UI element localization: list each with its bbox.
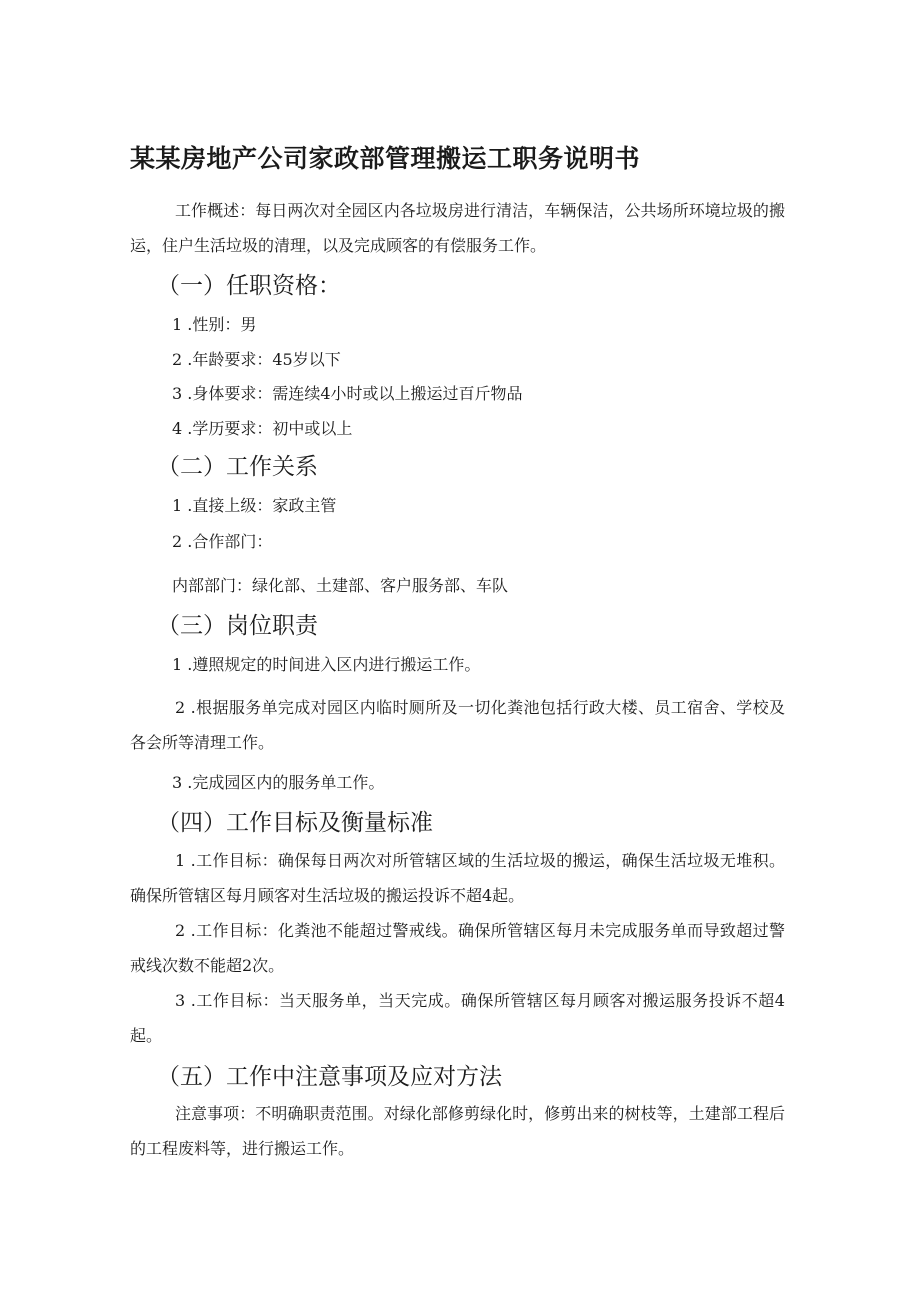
qualification-item: 3 .身体要求：需连续4小时或以上搬运过百斤物品 [172, 384, 523, 403]
notes-paragraph: 注意事项：不明确职责范围。对绿化部修剪绿化时，修剪出来的树枝等，土建部工程后的工程废料等，进行搬运工作。 [130, 1104, 785, 1158]
overview-paragraph: 工作概述：每日两次对全园区内各垃圾房进行清洁，车辆保洁，公共场所环境垃圾的搬运，住户生活垃圾的清理，以及完成顾客的有偿服务工作。 [130, 201, 785, 255]
section-heading-notes: （五）工作中注意事项及应对方法 [157, 1064, 502, 1090]
section-heading-goals: （四）工作目标及衡量标准 [157, 810, 433, 836]
relation-item: 1 .直接上级：家政主管 [172, 496, 337, 515]
qualification-item: 4 .学历要求：初中或以上 [172, 419, 353, 438]
goal-item: 2 .工作目标：化粪池不能超过警戒线。确保所管辖区每月未完成服务单而导致超过警戒线次数不能超2次。 [130, 921, 785, 975]
duty-item: 3 .完成园区内的服务单工作。 [172, 773, 385, 792]
qualification-item: 2 .年龄要求：45岁以下 [172, 350, 341, 369]
duty-item: 1 .遵照规定的时间进入区内进行搬运工作。 [172, 655, 481, 674]
section-heading-relations: （二）工作关系 [157, 454, 318, 480]
qualification-item: 1 .性别：男 [172, 315, 257, 334]
section-heading-duties: （三）岗位职责 [157, 613, 318, 639]
goal-item: 3 .工作目标：当天服务单，当天完成。确保所管辖区每月顾客对搬运服务投诉不超4起。 [130, 991, 785, 1045]
relation-item: 2 .合作部门： [172, 532, 273, 551]
internal-departments: 内部部门：绿化部、土建部、客户服务部、车队 [172, 576, 509, 595]
goal-item: 1 .工作目标：确保每日两次对所管辖区域的生活垃圾的搬运，确保生活垃圾无堆积。确保所管辖区每月顾客对生活垃圾的搬运投诉不超4起。 [130, 851, 785, 905]
duty-item: 2 .根据服务单完成对园区内临时厕所及一切化粪池包括行政大楼、员工宿舍、学校及各会所等清理工作。 [130, 698, 785, 752]
document-title: 某某房地产公司家政部管理搬运工职务说明书 [130, 144, 641, 173]
section-heading-qualifications: （一）任职资格： [157, 273, 341, 299]
